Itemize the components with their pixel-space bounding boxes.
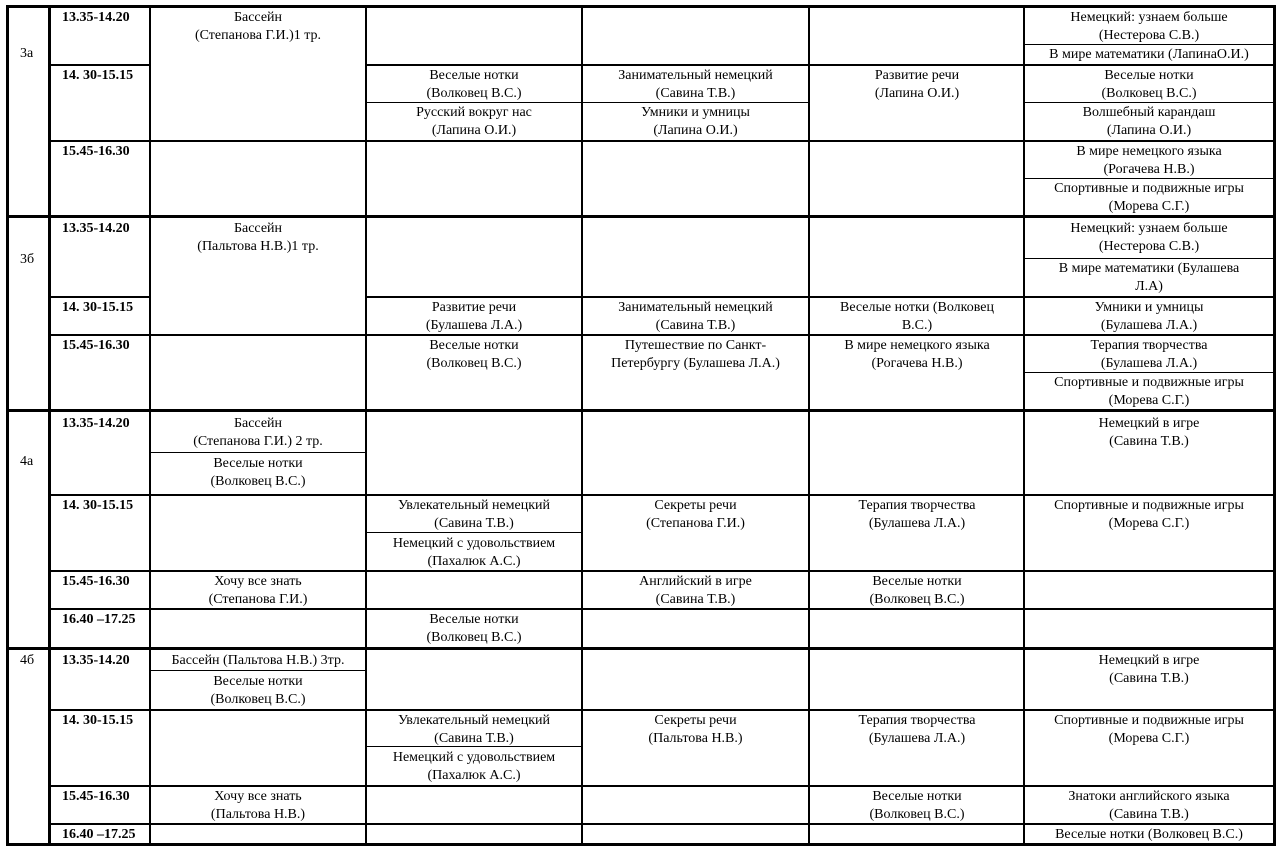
time-slot-label: 13.35-14.20 <box>62 10 130 25</box>
time-slot-label: 15.45-16.30 <box>62 144 130 159</box>
column-divider <box>808 5 810 846</box>
row-divider <box>365 296 1275 298</box>
class-label-4a: 4а <box>20 454 34 469</box>
row-divider <box>365 746 581 747</box>
class-label-4b: 4б <box>20 653 35 668</box>
column-divider <box>149 5 151 846</box>
activity-cell: Немецкий с удовольствием (Пахалюк А.С.) <box>392 536 556 569</box>
activity-cell: Секреты речи (Пальтова Н.В.) <box>648 713 743 746</box>
activity-cell: Спортивные и подвижные игры (Морева С.Г.) <box>1054 498 1244 531</box>
column-divider <box>365 5 367 846</box>
activity-cell: Умники и умницы (Лапина О.И.) <box>641 105 750 138</box>
activity-cell: Английский в игре (Савина Т.В.) <box>639 574 752 607</box>
row-divider <box>1023 44 1275 45</box>
table-border <box>6 843 1276 846</box>
row-divider <box>48 334 1275 336</box>
time-slot-label: 14. 30-15.15 <box>62 498 134 513</box>
activity-cell: Веселые нотки (Волковец В.С.) <box>1055 827 1243 842</box>
activity-cell: Развитие речи (Булашева Л.А.) <box>425 300 523 333</box>
activity-cell: В мире немецкого языка (Рогачева Н.В.) <box>844 338 990 371</box>
activity-cell: Немецкий в игре (Савина Т.В.) <box>1098 653 1200 686</box>
activity-cell: Немецкий: узнаем больше (Нестерова С.В.) <box>1070 221 1228 254</box>
time-slot-label: 16.40 –17.25 <box>62 612 136 627</box>
activity-cell: Терапия творчества (Булашева Л.А.) <box>858 713 976 746</box>
activity-cell: Спортивные и подвижные игры (Морева С.Г.) <box>1054 375 1244 408</box>
activity-cell: Увлекательный немецкий (Савина Т.В.) <box>397 498 551 531</box>
time-slot-label: 14. 30-15.15 <box>62 713 134 728</box>
activity-cell: Веселые нотки (Волковец В.С.) <box>869 789 965 822</box>
row-divider <box>48 140 1275 142</box>
time-slot-label: 14. 30-15.15 <box>62 68 134 83</box>
activity-cell: В мире немецкого языка (Рогачева Н.В.) <box>1076 144 1222 177</box>
activity-cell: Хочу все знать (Степанова Г.И.) <box>208 574 308 607</box>
row-divider <box>48 570 1275 572</box>
activity-cell: Увлекательный немецкий (Савина Т.В.) <box>397 713 551 746</box>
row-divider <box>48 709 1275 711</box>
row-divider <box>48 494 1275 496</box>
table-border <box>6 5 9 846</box>
activity-cell: Веселые нотки (Волковец В.С.) <box>426 612 522 645</box>
row-divider <box>365 532 581 533</box>
activity-cell: Развитие речи (Лапина О.И.) <box>874 68 960 101</box>
activity-cell: Бассейн (Степанова Г.И.) 2 тр. <box>193 416 323 449</box>
activity-cell: Терапия творчества (Булашева Л.А.) <box>858 498 976 531</box>
row-divider <box>149 452 365 453</box>
time-slot-label: 15.45-16.30 <box>62 789 130 804</box>
time-slot-label: 14. 30-15.15 <box>62 300 134 315</box>
row-divider <box>365 64 1275 66</box>
activity-cell: Спортивные и подвижные игры (Морева С.Г.) <box>1054 713 1244 746</box>
time-slot-label: 13.35-14.20 <box>62 653 130 668</box>
activity-cell: Занимательный немецкий (Савина Т.В.) <box>618 68 773 101</box>
activity-cell: Немецкий с удовольствием (Пахалюк А.С.) <box>392 750 556 783</box>
activity-cell: Русский вокруг нас (Лапина О.И.) <box>416 105 532 138</box>
time-slot-label: 16.40 –17.25 <box>62 827 136 842</box>
activity-cell: Веселые нотки (Волковец В.С.) <box>210 456 306 489</box>
activity-cell: Путешествие по Санкт- Петербургу (Булашева Л.А.) <box>611 338 780 371</box>
activity-cell: Немецкий в игре (Савина Т.В.) <box>1098 416 1200 449</box>
activity-cell: Секреты речи (Степанова Г.И.) <box>646 498 745 531</box>
activity-cell: Занимательный немецкий (Савина Т.В.) <box>618 300 773 333</box>
row-divider <box>1023 102 1275 103</box>
activity-cell: Веселые нотки (Волковец В.С.) <box>840 300 994 333</box>
table-border <box>6 5 1276 8</box>
activity-cell: Терапия творчества (Булашева Л.А.) <box>1090 338 1208 371</box>
row-divider <box>365 102 808 103</box>
table-border <box>1273 5 1276 846</box>
activity-cell: Веселые нотки (Волковец В.С.) <box>210 674 306 707</box>
activity-cell: Бассейн (Пальтова Н.В.) 3тр. <box>171 653 345 668</box>
class-separator <box>6 409 1276 412</box>
activity-cell: Веселые нотки (Волковец В.С.) <box>1101 68 1197 101</box>
activity-cell: Бассейн (Пальтова Н.В.)1 тр. <box>197 221 319 254</box>
column-divider <box>48 5 51 846</box>
row-divider <box>48 64 149 66</box>
time-slot-label: 15.45-16.30 <box>62 338 130 353</box>
activity-cell: В мире математики (ЛапинаО.И.) <box>1049 47 1249 62</box>
time-slot-label: 13.35-14.20 <box>62 416 130 431</box>
column-divider <box>1023 5 1025 846</box>
activity-cell: В мире математики (Булашева Л.А) <box>1058 261 1240 294</box>
class-label-3a: 3а <box>20 46 34 61</box>
time-slot-label: 15.45-16.30 <box>62 574 130 589</box>
row-divider <box>149 670 365 671</box>
activity-cell: Веселые нотки (Волковец В.С.) <box>426 338 522 371</box>
time-slot-label: 13.35-14.20 <box>62 221 130 236</box>
row-divider <box>48 785 1275 787</box>
row-divider <box>1023 372 1275 373</box>
activity-cell: Веселые нотки (Волковец В.С.) <box>869 574 965 607</box>
activity-cell: Умники и умницы (Булашева Л.А.) <box>1094 300 1204 333</box>
activity-cell: Веселые нотки (Волковец В.С.) <box>426 68 522 101</box>
column-divider <box>581 5 583 846</box>
activity-cell: Немецкий: узнаем больше (Нестерова С.В.) <box>1070 10 1228 43</box>
row-divider <box>48 296 149 298</box>
row-divider <box>48 823 1275 825</box>
class-label-3b: 3б <box>20 252 35 267</box>
row-divider <box>1023 258 1275 259</box>
activity-cell: Хочу все знать (Пальтова Н.В.) <box>210 789 306 822</box>
activity-cell: Знатоки английского языка (Савина Т.В.) <box>1068 789 1230 822</box>
class-separator <box>6 215 1276 218</box>
activity-cell: Волшебный карандаш (Лапина О.И.) <box>1082 105 1216 138</box>
class-separator <box>6 647 1276 650</box>
activity-cell: Бассейн (Степанова Г.И.)1 тр. <box>194 10 322 43</box>
row-divider <box>48 608 1275 610</box>
row-divider <box>1023 178 1275 179</box>
activity-cell: Спортивные и подвижные игры (Морева С.Г.) <box>1054 181 1244 214</box>
